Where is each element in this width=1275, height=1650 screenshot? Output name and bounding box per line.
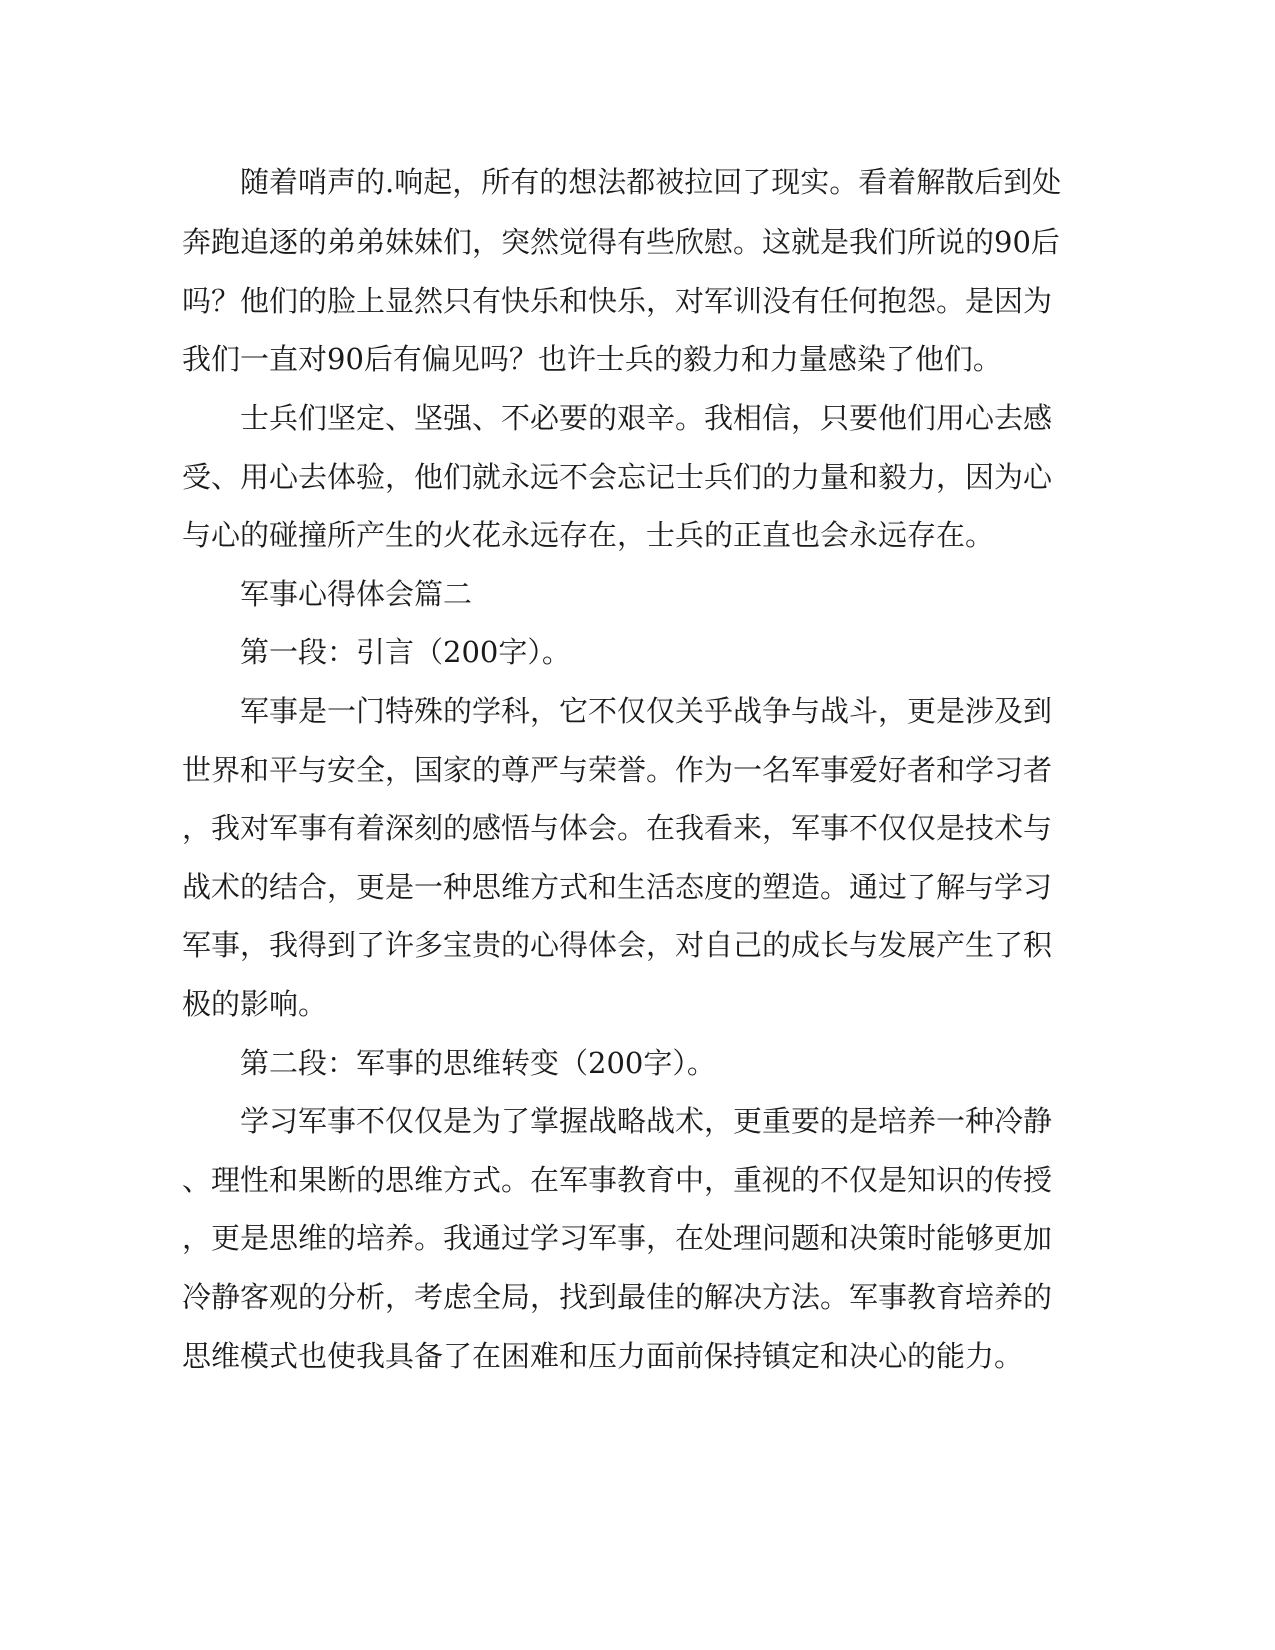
text-line: 奔跑追逐的弟弟妹妹们，突然觉得有些欣慰。这就是我们所说的90后: [182, 225, 1060, 259]
text-line: ，我对军事有着深刻的感悟与体会。在我看来，军事不仅仅是技术与: [182, 811, 1053, 845]
section-heading: 军事心得体会篇二: [182, 577, 473, 611]
text-line: 思维模式也使我具备了在困难和压力面前保持镇定和决心的能力。: [182, 1339, 1024, 1373]
text-line: 随着哨声的.响起，所有的想法都被拉回了现实。看着解散后到处: [182, 165, 1062, 199]
text-line: 、理性和果断的思维方式。在军事教育中，重视的不仅是知识的传授: [182, 1163, 1053, 1197]
text-line: 极的影响。: [182, 987, 328, 1021]
text-line: 冷静客观的分析，考虑全局，找到最佳的解决方法。军事教育培养的: [182, 1280, 1053, 1314]
text-line: ，更是思维的培养。我通过学习军事，在处理问题和决策时能够更加: [182, 1221, 1053, 1255]
text-line: 军事是一门特殊的学科，它不仅仅关乎战争与战斗，更是涉及到: [182, 694, 1053, 728]
text-line: 士兵们坚定、坚强、不必要的艰辛。我相信，只要他们用心去感: [182, 401, 1053, 435]
text-line: 学习军事不仅仅是为了掌握战略战术，更重要的是培养一种冷静: [182, 1104, 1053, 1138]
text-line: 受、用心去体验，他们就永远不会忘记士兵们的力量和毅力，因为心: [182, 460, 1053, 494]
text-line: 我们一直对90后有偏见吗？也许士兵的毅力和力量感染了他们。: [182, 342, 1002, 376]
text-line: 世界和平与安全，国家的尊严与荣誉。作为一名军事爱好者和学习者: [182, 753, 1053, 787]
text-line: 战术的结合，更是一种思维方式和生活态度的塑造。通过了解与学习: [182, 870, 1053, 904]
text-line: 军事，我得到了许多宝贵的心得体会，对自己的成长与发展产生了积: [182, 928, 1053, 962]
paragraph-heading: 第一段：引言（200字）。: [182, 635, 571, 669]
text-line: 吗？他们的脸上显然只有快乐和快乐，对军训没有任何抱怨。是因为: [182, 284, 1053, 318]
paragraph-heading: 第二段：军事的思维转变（200字）。: [182, 1046, 716, 1080]
text-line: 与心的碰撞所产生的火花永远存在，士兵的正直也会永远存在。: [182, 518, 995, 552]
